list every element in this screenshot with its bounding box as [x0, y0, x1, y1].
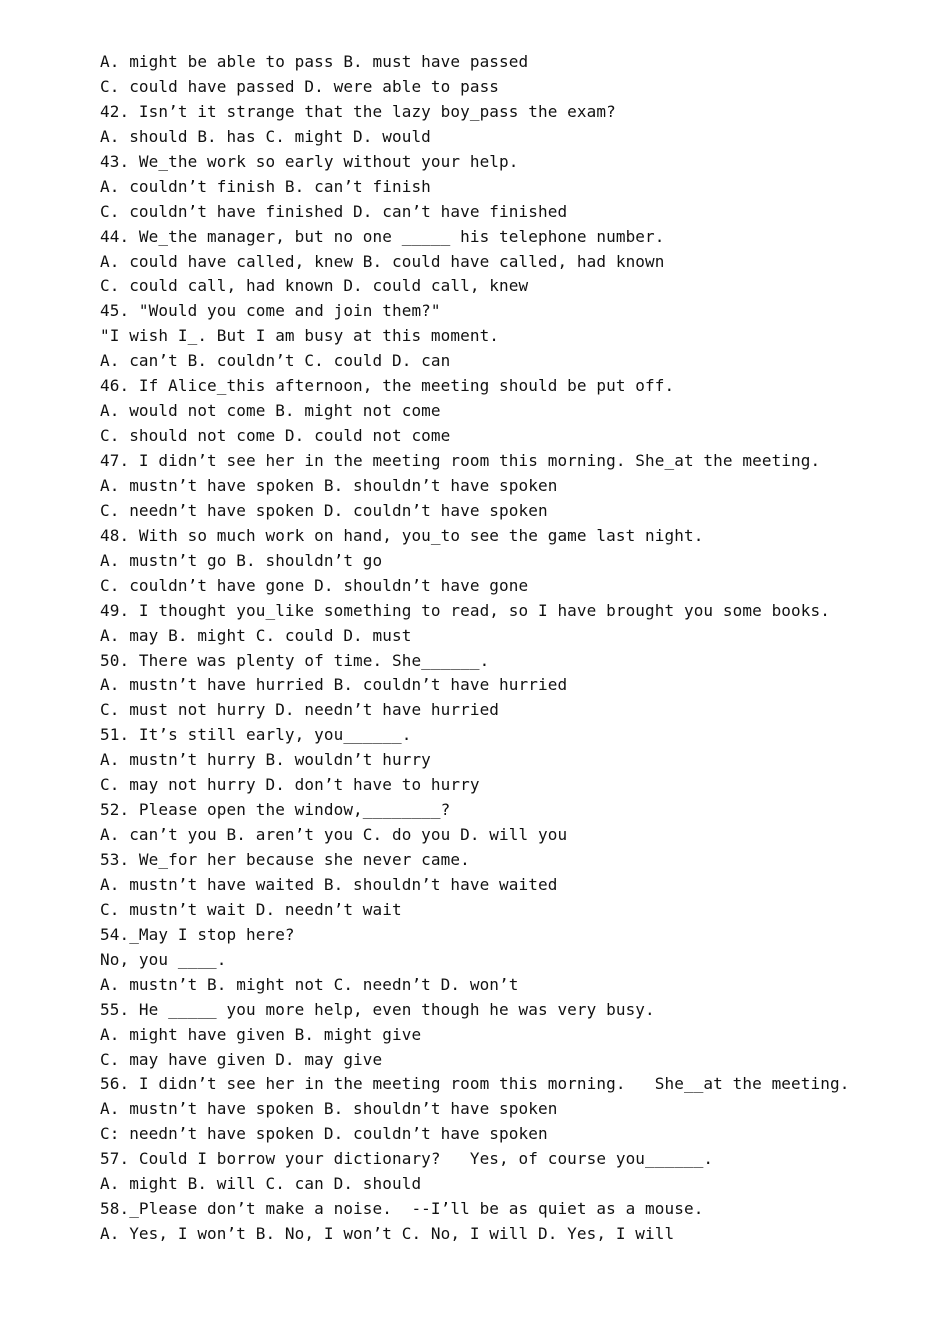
text-line: 43. We_the work so early without your help.: [100, 151, 519, 171]
text-line: C. mustn’t wait D. needn’t wait: [100, 899, 402, 919]
text-line: 50. There was plenty of time. She______.: [100, 650, 490, 670]
text-line: A. might be able to pass B. must have passed: [100, 52, 529, 71]
text-line: A. should B. has C. might D. would: [100, 126, 431, 146]
text-line: 52. Please open the window,________?: [100, 800, 451, 820]
text-line: 49. I thought you_like something to read, so I have brought you some books.: [100, 600, 830, 620]
text-line: 44. We_the manager, but no one _____ his telephone number.: [100, 226, 665, 246]
text-line: 55. He _____ you more help, even though he was very busy.: [100, 999, 655, 1019]
text-line: A. could have called, knew B. could have called, had known: [100, 251, 665, 271]
text-line: 45. "Would you come and join them?": [100, 301, 441, 321]
text-line: A. couldn’t finish B. can’t finish: [100, 176, 431, 196]
text-line: 57. Could I borrow your dictionary? Yes, of course you______.: [100, 1149, 714, 1169]
text-line: A. might B. will C. can D. should: [100, 1174, 422, 1194]
text-line: A. mustn’t hurry B. wouldn’t hurry: [100, 750, 431, 770]
text-line: A. can’t B. couldn’t C. could D. can: [100, 351, 451, 371]
text-line: 48. With so much work on hand, you_to see the game last night.: [100, 525, 704, 545]
text-line: A. mustn’t have hurried B. couldn’t have hurried: [100, 675, 568, 695]
text-line: 58._Please don’t make a noise. --I’ll be as quiet as a mouse.: [100, 1199, 704, 1219]
text-line: C. couldn’t have finished D. can’t have finished: [100, 201, 568, 221]
text-line: C. could call, had known D. could call, knew: [100, 276, 529, 296]
text-line: A. might have given B. might give: [100, 1024, 422, 1044]
text-line: 51. It’s still early, you______.: [100, 725, 412, 745]
text-line: A. mustn’t B. might not C. needn’t D. won’t: [100, 974, 519, 994]
text-line: 47. I didn’t see her in the meeting room this morning. She_at the meeting.: [100, 451, 821, 470]
text-line: C: needn’t have spoken D. couldn’t have spoken: [100, 1124, 548, 1144]
text-line: C. must not hurry D. needn’t have hurried: [100, 700, 500, 720]
text-line: 46. If Alice_this afternoon, the meeting should be put off.: [100, 376, 675, 396]
text-line: C. couldn’t have gone D. shouldn’t have gone: [100, 575, 529, 595]
text-line: A. mustn’t have spoken B. shouldn’t have spoken: [100, 1099, 558, 1119]
text-line: C. may not hurry D. don’t have to hurry: [100, 775, 480, 795]
text-line: C. should not come D. could not come: [100, 426, 451, 446]
text-line: C. needn’t have spoken D. couldn’t have spoken: [100, 500, 548, 520]
text-line: A. mustn’t go B. shouldn’t go: [100, 550, 383, 570]
text-line: A. mustn’t have spoken B. shouldn’t have spoken: [100, 475, 558, 495]
text-line: A. would not come B. might not come: [100, 401, 441, 421]
text-line: 54._May I stop here?: [100, 924, 295, 944]
text-line: A. mustn’t have waited B. shouldn’t have waited: [100, 874, 558, 894]
text-line: 53. We_for her because she never came.: [100, 850, 470, 869]
text-line: C. may have given D. may give: [100, 1049, 383, 1069]
text-line: A. Yes, I won’t B. No, I won’t C. No, I will D. Yes, I will: [100, 1224, 675, 1244]
text-line: C. could have passed D. were able to pass: [100, 76, 500, 96]
text-line: A. may B. might C. could D. must: [100, 625, 412, 645]
text-line: 56. I didn’t see her in the meeting room this morning. She__at the meeting.: [100, 1074, 850, 1094]
question-list: [100, 50, 920, 1247]
text-line: A. can’t you B. aren’t you C. do you D. will you: [100, 825, 568, 845]
text-line: "I wish I_. But I am busy at this moment.: [100, 326, 500, 346]
text-line: 42. Isn’t it strange that the lazy boy_pass the exam?: [100, 101, 616, 121]
text-line: No, you ____.: [100, 949, 227, 969]
